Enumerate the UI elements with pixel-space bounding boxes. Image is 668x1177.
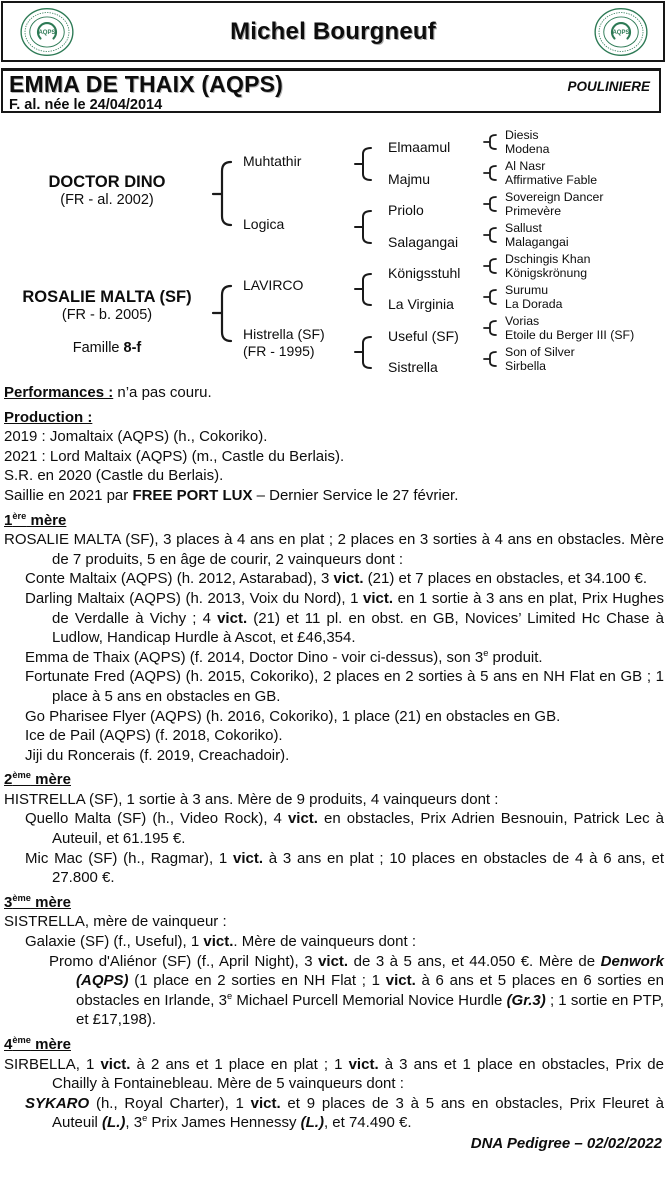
gen2-ancestor-name: Histrella (SF) bbox=[243, 326, 325, 342]
paragraph: SISTRELLA, mère de vainqueur : bbox=[4, 913, 227, 931]
dam-block bbox=[0, 288, 214, 324]
gen4-ancestor: Etoile du Berger III (SF) bbox=[505, 328, 635, 342]
gen3-ancestor: Majmu bbox=[388, 171, 431, 187]
gen3-ancestor: Salagangai bbox=[388, 234, 459, 250]
gen3-ancestor: Priolo bbox=[388, 202, 424, 218]
gen4-ancestor: Primevère bbox=[505, 204, 562, 218]
sire-name: DOCTOR DINO bbox=[48, 173, 166, 191]
paragraph: ROSALIE MALTA (SF), 3 places à 4 ans en plat ; 2 places en 3 sorties à 4 ans en obstacles. Mère de 7 produits, 5 en âge de courir, 2 vainqueurs dont : bbox=[4, 531, 664, 568]
production-line: 2019 : Jomaltaix (AQPS) (h., Cokoriko). bbox=[4, 428, 268, 446]
paragraph: Jiji du Roncerais (f. 2019, Creachadoir). bbox=[25, 746, 290, 764]
production-line: Saillie en 2021 par FREE PORT LUX – Dernier Service le 27 février. bbox=[4, 486, 459, 504]
aqps-logo-icon bbox=[592, 7, 650, 57]
dam-origin: (FR - b. 2005) bbox=[61, 307, 153, 323]
horse-name: EMMA DE THAIX (AQPS) bbox=[9, 71, 284, 97]
status-label: POULINIERE bbox=[567, 79, 650, 94]
aqps-logo-icon bbox=[18, 7, 76, 57]
gen4-ancestor: Sovereign Dancer bbox=[505, 190, 604, 204]
production-line: S.R. en 2020 (Castle du Berlais). bbox=[4, 467, 224, 485]
paragraph: Galaxie (SF) (f., Useful), 1 vict.. Mère de vainqueurs dont : bbox=[25, 933, 416, 951]
gen3-ancestor: Useful (SF) bbox=[388, 328, 459, 344]
gen4-ancestor: Son of Silver bbox=[505, 345, 575, 359]
gen3-ancestor: Elmaamul bbox=[388, 139, 451, 155]
mare3-heading: 3ème mère bbox=[4, 892, 71, 911]
paragraph: Fortunate Fred (AQPS) (h. 2015, Cokoriko), 2 places en 2 sorties à 5 ans en NH Flat en GB ; 1 place à 5 ans en obstacles en GB. bbox=[25, 668, 664, 705]
paragraph: Emma de Thaix (AQPS) (f. 2014, Doctor Dino - voir ci-dessus), son 3e produit. bbox=[25, 647, 543, 666]
gen4-ancestor: Malagangai bbox=[505, 235, 569, 249]
gen4-ancestor: Al Nasr bbox=[505, 159, 546, 173]
page-title: Michel Bourgneuf bbox=[230, 17, 436, 45]
mare1-heading: 1ère mère bbox=[4, 510, 67, 529]
paragraph: HISTRELLA (SF), 1 sortie à 3 ans. Mère de 9 produits, 4 vainqueurs dont : bbox=[4, 790, 499, 808]
gen4-ancestor: Diesis bbox=[505, 128, 539, 142]
gen4-ancestor: Vorias bbox=[505, 314, 540, 328]
section-production bbox=[4, 408, 664, 506]
footer-credit: DNA Pedigree – 02/02/2022 bbox=[470, 1134, 662, 1152]
gen2-ancestor: Logica bbox=[243, 216, 285, 232]
gen3-ancestor: Königsstuhl bbox=[388, 265, 461, 281]
gen4-ancestor: Sallust bbox=[505, 221, 542, 235]
paragraph: SYKARO (h., Royal Charter), 1 vict. et 9 places de 3 à 5 ans en obstacles, Prix Fleuret à Auteuil (L.), 3e Prix James Hennessy (L.), et 74.490 €. bbox=[25, 1094, 664, 1132]
gen2-ancestor: LAVIRCO bbox=[243, 277, 304, 293]
section-mare2 bbox=[4, 770, 664, 888]
horse-title-bar bbox=[1, 68, 661, 113]
family-line: Famille 8-f bbox=[72, 340, 142, 356]
header bbox=[1, 1, 665, 62]
gen4-ancestor: Modena bbox=[505, 142, 550, 156]
gen2-ancestor-origin: (FR - 1995) bbox=[243, 342, 315, 359]
gen3-ancestor: Sistrella bbox=[388, 359, 438, 375]
sire-block bbox=[0, 173, 214, 209]
paragraph: Darling Maltaix (AQPS) (h. 2013, Voix du Nord), 1 vict. en 1 sortie à 3 ans en plat, Prix Hughes de Verdalle à Vichy ; 4 vict. (21) et 11 pl. en obst. en GB, Novices’ Limited Hc Chase à Ludlow, Handicap Hurdle à Ascot, et £46,354. bbox=[25, 589, 664, 647]
production-line: 2021 : Lord Maltaix (AQPS) (m., Castle du Berlais). bbox=[4, 447, 345, 465]
paragraph: Go Pharisee Flyer (AQPS) (h. 2016, Cokoriko), 1 place (21) en obstacles en GB. bbox=[25, 707, 561, 725]
section-mare1 bbox=[4, 511, 664, 766]
gen4-ancestor: Königskrönung bbox=[505, 266, 588, 280]
gen2-ancestor bbox=[243, 326, 325, 359]
section-mare3 bbox=[4, 893, 664, 1030]
production-heading: Production : bbox=[4, 408, 93, 426]
gen4-ancestor: Affirmative Fable bbox=[505, 173, 598, 187]
paragraph: Quello Malta (SF) (h., Video Rock), 4 vict. en obstacles, Prix Adrien Besnouin, Patrick Lec à Auteuil, et 61.195 €. bbox=[25, 810, 664, 848]
gen4-ancestor: Dschingis Khan bbox=[505, 252, 591, 266]
paragraph: Promo d'Aliénor (SF) (f., April Night), 3 vict. de 3 à 5 ans, et 44.050 €. Mère de Denwork (AQPS) (1 place en 2 sorties en NH Flat ; 1 vict. à 6 ans et 5 places en 6 sorties en obstacles en Irlande, 3e Michael Purcell Memorial Novice Hurdle (Gr.3) ; 1 sortie en PTP, et £17,198). bbox=[49, 952, 664, 1029]
gen4-ancestor: Sirbella bbox=[505, 359, 547, 373]
dam-name: ROSALIE MALTA (SF) bbox=[22, 288, 192, 306]
sire-origin: (FR - al. 2002) bbox=[60, 192, 154, 208]
gen2-ancestor: Muhtathir bbox=[243, 153, 302, 169]
paragraph: Conte Maltaix (AQPS) (h. 2012, Astarabad), 3 vict. (21) et 7 places en obstacles, et 34.100 €. bbox=[25, 570, 648, 588]
paragraph: SIRBELLA, 1 vict. à 2 ans et 1 place en plat ; 1 vict. à 3 ans et 1 place en obstacles, Prix de Chailly à Fontainebleau. Mère de 5 vainqueurs dont : bbox=[4, 1055, 664, 1093]
gen4-ancestor: La Dorada bbox=[505, 297, 563, 311]
mare2-heading: 2ème mère bbox=[4, 770, 71, 789]
birth-line: F. al. née le 24/04/2014 bbox=[9, 97, 163, 113]
gen4-ancestor: Surumu bbox=[505, 283, 549, 297]
paragraph: Ice de Pail (AQPS) (f. 2018, Cokoriko). bbox=[25, 727, 283, 745]
mare4-heading: 4ème mère bbox=[4, 1035, 71, 1053]
performances-line: Performances : n’a pas couru. bbox=[4, 384, 212, 401]
gen3-ancestor: La Virginia bbox=[388, 296, 454, 312]
document-body bbox=[4, 383, 664, 1154]
section-mare4 bbox=[4, 1035, 664, 1133]
paragraph: Mic Mac (SF) (h., Ragmar), 1 vict. à 3 ans en plat ; 10 places en obstacles de 4 à 6 ans, et 27.800 €. bbox=[25, 849, 664, 887]
